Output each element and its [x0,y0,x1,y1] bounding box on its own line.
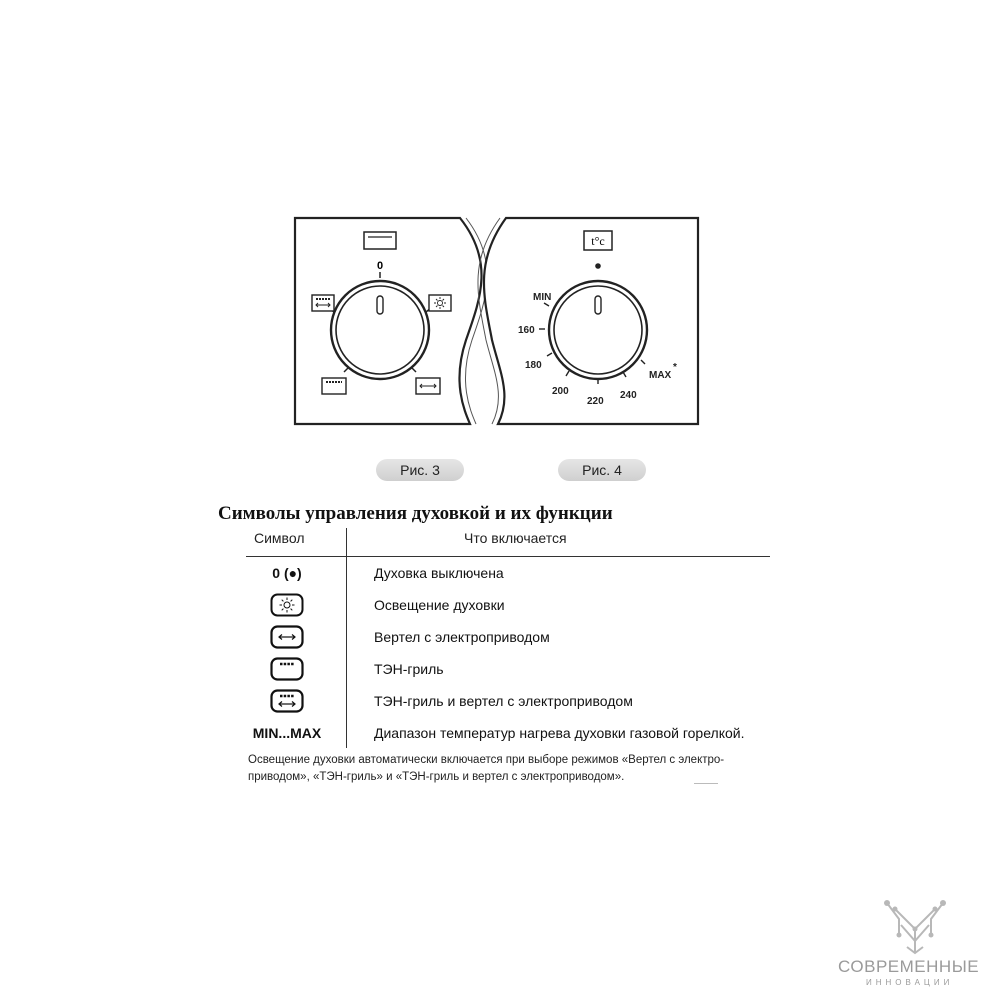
column-header-symbol: Символ [254,530,305,546]
watermark-name: СОВРЕМЕННЫЕ [838,957,980,976]
table-row [0,622,1000,652]
table-row [0,558,1000,588]
figure3-panel [295,218,487,424]
figures-area [0,0,1000,480]
figure4-caption: Рис. 4 [558,459,646,481]
grill-spit-icon [312,295,334,311]
figure4-panel [478,218,698,424]
section-title: Символы управления духовкой и их функции [218,503,613,524]
scale-160-label: 160 [518,325,535,336]
row-description: Освещение духовки [374,597,505,613]
row-description: Вертел с электроприводом [374,629,550,645]
grill-spit-icon [270,689,304,713]
figure4-knob[interactable] [549,281,647,379]
note-line-2: приводом», «ТЭН-гриль» и «ТЭН-гриль и вертел с электроприводом». [248,771,625,783]
temperature-label: t°c [591,234,605,248]
scale-max-label: MAX [649,370,672,381]
grill-icon [270,657,304,681]
figure3-caption: Рис. 3 [376,459,464,481]
light-icon [270,593,304,617]
symbol-off: 0 (●) [272,565,302,581]
table-row [0,654,1000,684]
table-row [0,686,1000,716]
note-line-1: Освещение духовки автоматически включается при выборе режимов «Вертел с электро- [248,754,725,766]
scale-min-label: MIN [533,292,552,303]
row-description: ТЭН-гриль [374,661,444,677]
note-text [248,752,808,786]
symbol-min-max: MIN...MAX [252,725,322,741]
scale-220-label: 220 [587,396,604,407]
watermark-subtitle: ИННОВАЦИИ [866,978,954,987]
spit-icon [270,625,304,649]
scale-200-label: 200 [552,386,569,397]
max-asterisk: * [673,362,677,373]
light-icon [429,295,451,311]
grill-icon [322,378,346,394]
column-header-function: Что включается [464,530,567,546]
spit-icon [416,378,440,394]
row-description: Диапазон температур нагрева духовки газовой горелкой. [374,725,745,741]
row-description: ТЭН-гриль и вертел с электроприводом [374,693,633,709]
scale-240-label: 240 [620,390,637,401]
note-underline [694,783,718,784]
table-row [0,590,1000,620]
figure3-knob[interactable] [331,281,429,379]
row-description: Духовка выключена [374,565,504,581]
table-row [0,718,1000,748]
oven-window-icon [364,232,396,249]
scale-180-label: 180 [525,360,542,371]
table-divider-horizontal [246,556,770,557]
figure3-zero-label: 0 [376,260,384,272]
